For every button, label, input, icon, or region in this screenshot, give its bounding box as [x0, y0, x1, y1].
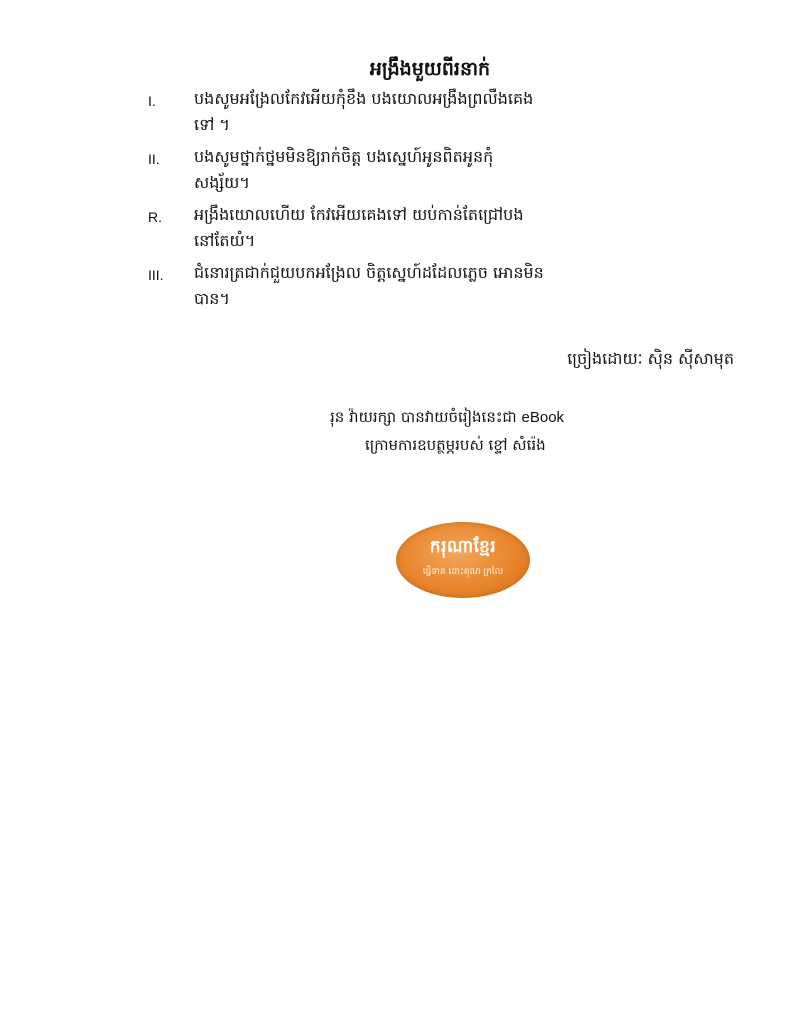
- verse-lines: [194, 202, 608, 254]
- verse-marker: II.: [148, 151, 160, 167]
- typist-credit-khmer: រុន វ៉ាយរក្សា បានវាយចំរៀងនេះជា: [330, 408, 517, 426]
- verse-line: ទៅ ។: [194, 115, 230, 134]
- verse-list: [148, 86, 608, 318]
- verse-line: បាន។: [194, 289, 230, 308]
- verse-lines: [194, 260, 608, 312]
- verse-lines: [194, 86, 608, 138]
- verse-1: [148, 86, 608, 138]
- verse-line: សង្ស័យ។: [194, 173, 250, 192]
- verse-line: អង្រឹងយោលហើយ កែវអើយគេងទៅ យប់កាន់តែជ្រៅបង: [194, 205, 524, 224]
- verse-refrain: [148, 202, 608, 254]
- ebook-label: eBook: [521, 409, 565, 426]
- verse-line: នៅតែយំ។: [194, 231, 256, 250]
- typist-credit: [330, 404, 564, 431]
- verse-marker: III.: [148, 267, 164, 283]
- verse-2: [148, 144, 608, 196]
- logo-main-text: ករុណាខ្មែរ: [429, 537, 497, 557]
- verse-3: [148, 260, 608, 312]
- verse-marker: I.: [148, 93, 156, 109]
- song-title: អង្រឹងមួយពីរនាក់: [369, 58, 491, 80]
- verse-line: ជំនោរត្រជាក់ជួយបកអង្រែល ចិត្តស្នេហ៍ដដែលភ្លេច អោនមិន: [194, 263, 544, 282]
- verse-line: បងសូមថ្នាក់ថ្នមមិនឱ្យរាក់ចិត្ត បងស្នេហ៍អូនពិតអូនកុំ: [194, 147, 494, 166]
- singer-credit: ច្រៀងដោយៈ ស៊ិន ស៊ីសាមុត: [567, 349, 734, 368]
- karuna-khmer-logo: [396, 522, 530, 598]
- verse-marker: R.: [148, 209, 162, 225]
- sponsor-credit: ក្រោមការឧបត្ថម្ភរបស់ ខ្ទៅ សំរ៉េង: [365, 436, 546, 454]
- logo-sub-text: ធ្វើទាន ដោះគុណ ក្រលៃ: [422, 567, 504, 577]
- verse-lines: [194, 144, 608, 196]
- verse-line: បងសូមអង្រែលកែវអើយកុំខឹង បងយោលអង្រឹងព្រលឹងគេង: [194, 89, 534, 108]
